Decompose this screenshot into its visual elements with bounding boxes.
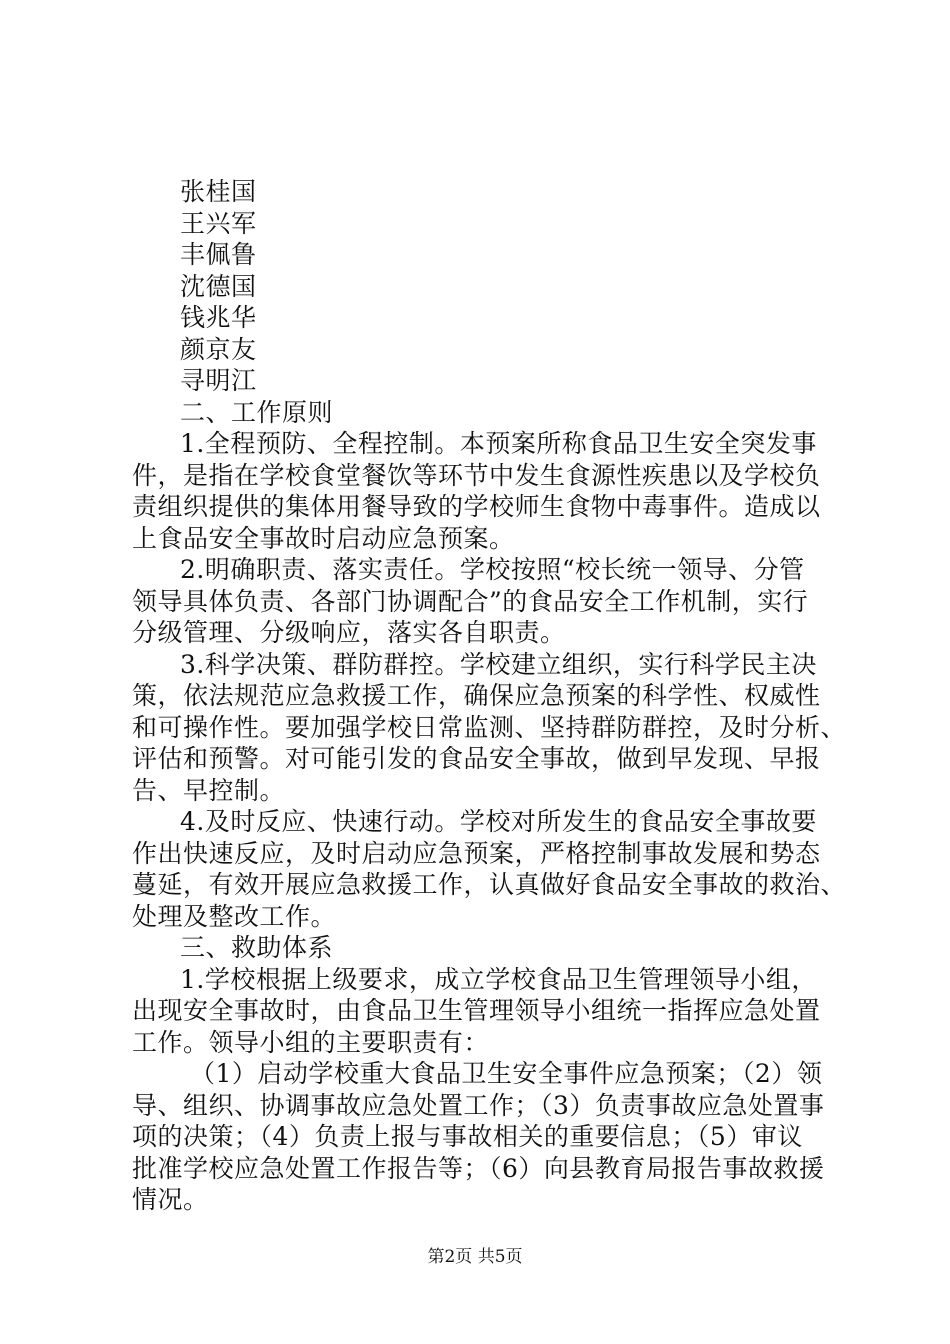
- text-line: 情况。: [132, 1185, 209, 1214]
- text-line: 1.学校根据上级要求，成立学校食品卫生管理领导小组，: [180, 964, 817, 994]
- paragraph-principle-3: [132, 649, 847, 807]
- paragraph-principle-4: [132, 806, 847, 932]
- text-line: 工作。领导小组的主要职责有：: [132, 1027, 490, 1057]
- name-list: [132, 176, 832, 397]
- text-line: 批准学校应急处置工作报告等；（6）向县教育局报告事故救援: [132, 1153, 825, 1183]
- text-line: （1）启动学校重大食品卫生安全事件应急预案；（2）领: [190, 1059, 823, 1088]
- text-line: 3.科学决策、群防群控。学校建立组织，实行科学民主决: [180, 649, 817, 679]
- paragraph-principle-2: [132, 554, 832, 649]
- text-line: 件，是指在学校食堂餐饮等环节中发生食源性疾患以及学校负: [132, 460, 821, 490]
- name-item: 颜京友: [180, 334, 257, 364]
- text-line: 处理及整改工作。: [132, 901, 337, 931]
- page-number-footer: 第2页 共5页: [427, 1247, 523, 1267]
- text-line: 分级管理、分级响应，落实各自职责。: [132, 618, 566, 647]
- text-line: 上食品安全事故时启动应急预案。: [132, 523, 515, 553]
- paragraph-rescue-1: [132, 964, 832, 1059]
- name-item: 张桂国: [180, 177, 257, 206]
- text-line: 出现安全事故时，由食品卫生管理领导小组统一指挥应急处置: [132, 996, 821, 1025]
- text-line: 作出快速反应，及时启动应急预案，严格控制事故发展和势态: [132, 838, 821, 868]
- text-line: 4.及时反应、快速行动。学校对所发生的食品安全事故要: [180, 807, 817, 836]
- name-item: 王兴军: [180, 208, 257, 238]
- name-item: 丰佩鲁: [180, 240, 257, 269]
- name-item: 钱兆华: [180, 303, 257, 332]
- text-line: 策，依法规范应急救援工作，确保应急预案的科学性、权威性: [132, 681, 821, 710]
- name-item: 沈德国: [180, 271, 257, 301]
- text-line: 责组织提供的集体用餐导致的学校师生食物中毒事件。造成以: [132, 492, 821, 521]
- text-line: 和可操作性。要加强学校日常监测、坚持群防群控，及时分析、: [132, 712, 847, 742]
- section-heading-rescue-system: 三、救助体系: [180, 933, 334, 962]
- section-heading-principles: 二、工作原则: [180, 397, 334, 427]
- text-line: 告、早控制。: [132, 775, 286, 805]
- paragraph-rescue-duties: [132, 1058, 832, 1216]
- document-body: [132, 176, 847, 1216]
- text-line: 领导具体负责、各部门协调配合”的食品安全工作机制，实行: [132, 586, 809, 616]
- text-line: 2.明确职责、落实责任。学校按照“校长统一领导、分管: [180, 555, 805, 584]
- text-line: 导、组织、协调事故应急处置工作；（3）负责事故应急处置事: [132, 1090, 825, 1120]
- text-line: 评估和预警。对可能引发的食品安全事故，做到早发现、早报: [132, 744, 821, 773]
- name-item: 寻明江: [180, 366, 257, 395]
- text-line: 蔓延，有效开展应急救援工作，认真做好食品安全事故的救治、: [132, 870, 847, 899]
- text-line: 项的决策；（4）负责上报与事故相关的重要信息；（5）审议: [132, 1122, 803, 1151]
- text-line: 1.全程预防、全程控制。本预案所称食品卫生安全突发事: [180, 429, 817, 458]
- paragraph-principle-1: [132, 428, 832, 554]
